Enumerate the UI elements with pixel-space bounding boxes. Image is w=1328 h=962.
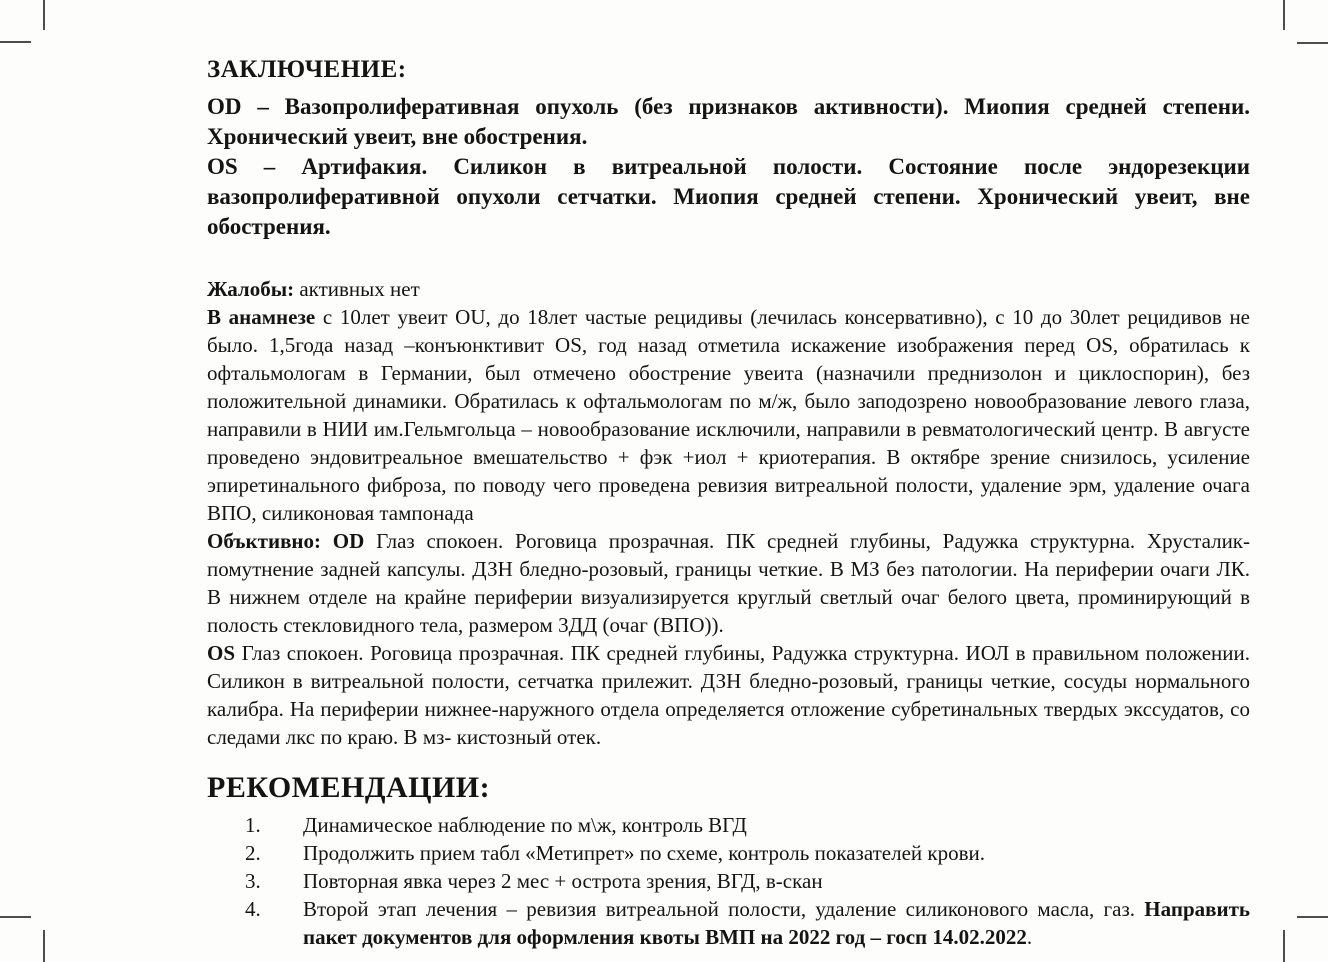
recommendation-item [207, 867, 1250, 895]
anamnesis-paragraph [207, 303, 1250, 527]
recommendation-item [207, 811, 1250, 839]
paragraph-label: Объктивно: OD [207, 529, 365, 553]
recommendation-text: Второй этап лечения – ревизия витреальной полости, удаление силиконового масла, газ. Направить пакет документов для оформления квоты ВМП на 2022 год – госп 14.02.2022. [303, 897, 1250, 949]
paragraph-label: В анамнезе [207, 305, 316, 329]
paragraph-text: активных нет [299, 277, 420, 301]
recommendation-text: Повторная явка через 2 мес + острота зрения, ВГД, в-скан [303, 869, 823, 893]
recommendation-number: 3. [245, 869, 261, 893]
recommendation-number: 1. [245, 813, 261, 837]
recommendation-bold-note: Направить пакет документов для оформления квоты ВМП на 2022 год – госп 14.02.2022 [303, 897, 1250, 949]
clinical-notes-block [207, 275, 1250, 751]
conclusion-paragraph-os: OS – Артифакия. Силикон в витреальной полости. Состояние после эндорезекции вазопролиферативной опухоли сетчатки. Миопия средней степени. Хронический увеит, вне обострения. [207, 154, 1250, 239]
paragraph-label: Жалобы: [207, 277, 295, 301]
conclusion-heading: ЗАКЛЮЧЕНИЕ: [207, 56, 407, 83]
recommendation-number: 4. [245, 897, 261, 921]
recommendation-text: Динамическое наблюдение по м\ж, контроль ВГД [303, 813, 747, 837]
crop-mark-top-left-vertical [43, 0, 45, 30]
recommendation-item [207, 895, 1250, 951]
paragraph-label: OS [207, 641, 236, 665]
document-page [207, 56, 1250, 951]
paragraph-text: Глаз спокоен. Роговица прозрачная. ПК средней глубины, Радужка структурна. ИОЛ в правильном положении. Силикон в витреальной полости, сетчатка прилежит. ДЗН бледно-розовый, границы четкие, сосуды нормального калибра. На периферии нижнее-наружного отдела определяется отложение субретинальных твердых экссудатов, со следами лкс по краю. В мз- кистозный отек. [207, 641, 1250, 749]
complaints-paragraph [207, 275, 1250, 303]
recommendation-text: Продолжить прием табл «Метипрет» по схеме, контроль показателей крови. [303, 841, 985, 865]
crop-mark-bottom-left-vertical [43, 930, 45, 962]
objective-od-paragraph [207, 527, 1250, 639]
crop-mark-bottom-right-vertical [1283, 930, 1285, 962]
crop-mark-top-left-horizontal [0, 41, 31, 43]
conclusion-paragraph-od: OD – Вазопролиферативная опухоль (без признаков активности). Миопия средней степени. Хронический увеит, вне обострения. [207, 94, 1250, 149]
paragraph-text: Глаз спокоен. Роговица прозрачная. ПК средней глубины, Радужка структурна. Хрусталик-помутнение задней капсулы. ДЗН бледно-розовый, границы четкие. В МЗ без патологии. На периферии очаги ЛК. В нижнем отделе на крайне периферии визуализируется круглый светлый очаг белого цвета, проминирующий в полость стекловидного тела, размером 3ДД (очаг (ВПО)). [207, 529, 1250, 637]
crop-mark-bottom-left-horizontal [0, 916, 31, 918]
recommendations-list [207, 811, 1250, 951]
recommendations-heading: РЕКОМЕНДАЦИИ: [207, 771, 491, 804]
recommendation-number: 2. [245, 841, 261, 865]
crop-mark-top-right-vertical [1283, 0, 1285, 30]
recommendation-item [207, 839, 1250, 867]
crop-mark-bottom-right-horizontal [1297, 916, 1328, 918]
crop-mark-top-right-horizontal [1297, 42, 1328, 44]
paragraph-text: с 10лет увеит OU, до 18лет частые рецидивы (лечилась консервативно), с 10 до 30лет рецидивов не было. 1,5года назад –конъюнктивит OS, год назад отметила искажение изображения перед OS, обратилась к офтальмологам в Германии, был отмечено обострение увеита (назначили преднизолон и циклоспорин), без положительной динамики. Обратилась к офтальмологам по м/ж, было заподозрено новообразование левого глаза, направили в НИИ им.Гельмгольца – новообразование исключили, направили в ревматологический центр. В августе проведено эндовитреальное вмешательство + фэк +иол + криотерапия. В октябре зрение снизилось, усиление эпиретинального фиброза, по поводу чего проведена ревизия витреальной полости, удаление эрм, удаление очага ВПО, силиконовая тампонада [207, 305, 1250, 525]
objective-os-paragraph [207, 639, 1250, 751]
